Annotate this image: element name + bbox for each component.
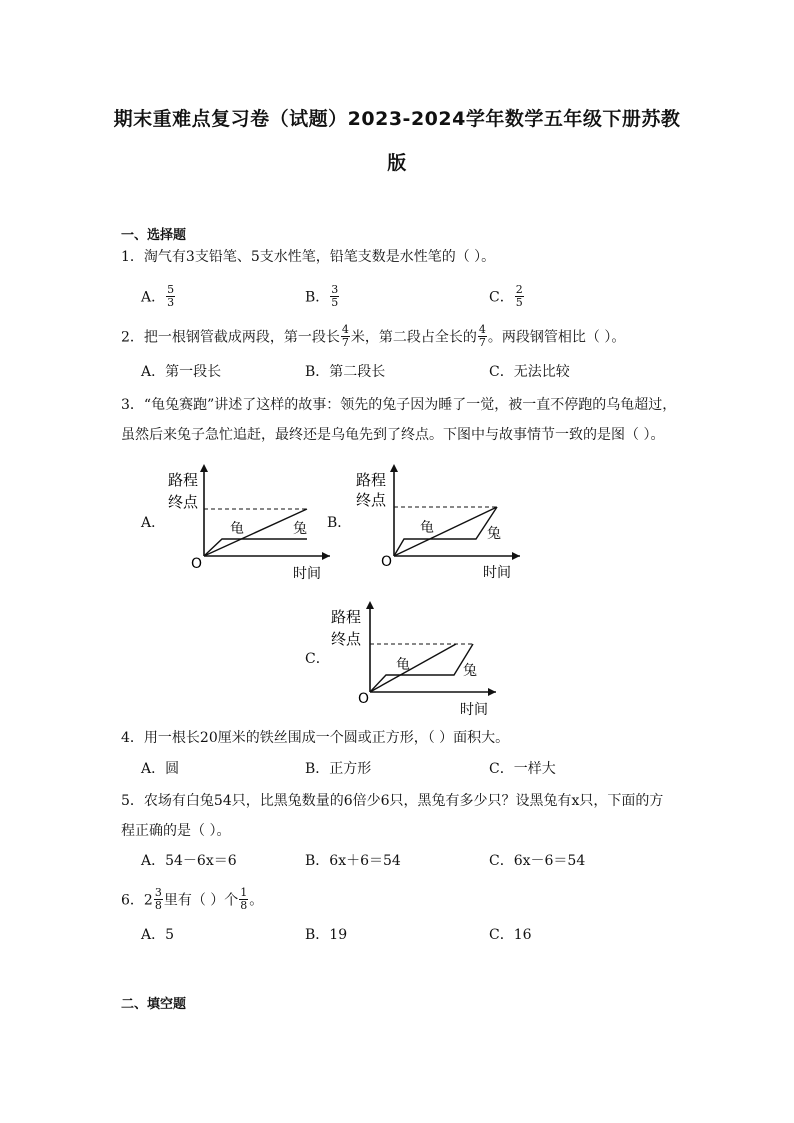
page-title-continued: 版 — [387, 152, 407, 174]
q5-option-a: A．54－6x＝6 — [141, 853, 237, 869]
time-label: 时间 — [460, 702, 488, 718]
fraction — [154, 887, 163, 912]
time-label: 时间 — [293, 566, 321, 582]
q2-option-c: C．无法比较 — [489, 364, 570, 380]
graph-c — [326, 597, 501, 722]
q5-option-c: C．6x－6＝54 — [489, 853, 586, 869]
q4-option-b: B．正方形 — [305, 761, 372, 777]
q2-text-part1: 2．把一根钢管截成两段，第一段长 — [121, 329, 340, 346]
q2-text-part3: 。两段钢管相比（ ）。 — [487, 329, 626, 346]
numerator: 4 — [478, 323, 486, 336]
denominator: 5 — [331, 296, 339, 309]
finish-label: 终点 — [356, 491, 387, 509]
y-axis-arrow — [390, 464, 398, 472]
denominator: 3 — [167, 296, 175, 309]
x-axis-arrow — [512, 552, 520, 560]
distance-label: 路程 — [356, 471, 387, 489]
numerator: 4 — [341, 323, 349, 336]
mixed-number-integer: 2 — [143, 892, 153, 909]
q4-option-a: A．圆 — [141, 761, 180, 777]
finish-label: 终点 — [331, 630, 362, 648]
q1-option-b — [305, 285, 340, 310]
question-5-line1: 5．农场有白兔54只，比黑兔数量的6倍少6只，黑兔有多少只？设黑兔有x只，下面的方 — [121, 793, 664, 809]
distance-label: 路程 — [331, 608, 362, 626]
y-axis-arrow — [200, 464, 208, 472]
tortoise-line — [204, 509, 307, 556]
origin-label: O — [381, 554, 393, 570]
question-1: 1．淘气有3支铅笔、5支水性笔，铅笔支数是水性笔的（ ）。 — [121, 249, 496, 265]
origin-label: O — [358, 691, 370, 707]
denominator: 8 — [154, 899, 162, 912]
numerator: 3 — [331, 283, 339, 296]
rabbit-label: 兔 — [293, 521, 307, 537]
fraction — [330, 284, 339, 309]
q3-option-a-label: A． — [141, 515, 166, 531]
question-5-line2: 程正确的是（ ）。 — [121, 823, 231, 839]
graph-a — [160, 460, 335, 585]
q1-option-b-label: B． — [305, 289, 330, 306]
q5-option-b: B．6x＋6＝54 — [305, 853, 401, 869]
x-axis-arrow — [322, 552, 330, 560]
question-3-line1: 3．“龟兔赛跑”讲述了这样的故事：领先的兔子因为睡了一觉，被一直不停跑的乌龟超过， — [121, 397, 677, 413]
q1-option-c — [489, 285, 525, 310]
question-4: 4．用一根长20厘米的铁丝围成一个圆或正方形，（ ）面积大。 — [121, 730, 510, 746]
y-axis-arrow — [366, 601, 374, 609]
question-6 — [121, 888, 263, 913]
fraction — [239, 887, 248, 912]
q6-option-a: A．5 — [141, 927, 175, 943]
q2-option-a: A．第一段长 — [141, 364, 222, 380]
origin-label: O — [191, 556, 203, 572]
rabbit-line — [370, 644, 473, 692]
tortoise-label: 龟 — [230, 521, 244, 537]
question-2 — [121, 325, 625, 350]
q1-option-c-label: C． — [489, 289, 514, 306]
q4-option-c: C．一样大 — [489, 761, 556, 777]
denominator: 7 — [341, 336, 349, 349]
numerator: 2 — [515, 283, 523, 296]
section-heading-fill-in: 二、填空题 — [121, 997, 187, 1012]
q6-number: 6． — [121, 892, 144, 909]
numerator: 1 — [240, 886, 248, 899]
q6-option-b: B．19 — [305, 927, 348, 943]
finish-label: 终点 — [168, 493, 199, 511]
q2-text-part2: 米，第二段占全长的 — [350, 329, 477, 346]
fraction — [341, 324, 350, 349]
question-3-line2: 虽然后来兔子急忙追赶，最终还是乌龟先到了终点。下图中与故事情节一致的是图（ ）。 — [121, 427, 665, 443]
q3-option-b-label: B． — [327, 515, 352, 531]
q1-option-a-label: A． — [141, 289, 166, 306]
rabbit-label: 兔 — [487, 526, 501, 542]
q6-text-suffix: 。 — [249, 892, 264, 909]
rabbit-line — [204, 539, 307, 556]
denominator: 5 — [515, 296, 523, 309]
q2-option-b: B．第二段长 — [305, 364, 386, 380]
tortoise-label: 龟 — [420, 520, 434, 536]
graph-b — [350, 460, 525, 585]
tortoise-label: 龟 — [396, 657, 410, 673]
denominator: 7 — [478, 336, 486, 349]
q1-option-a — [141, 285, 176, 310]
numerator: 3 — [154, 886, 162, 899]
fraction — [478, 324, 487, 349]
denominator: 8 — [240, 899, 248, 912]
q6-option-c: C．16 — [489, 927, 532, 943]
fraction — [515, 284, 524, 309]
tortoise-line — [370, 644, 456, 692]
x-axis-arrow — [488, 688, 496, 696]
q6-text-middle: 里有（ ）个 — [163, 892, 239, 909]
fraction — [166, 284, 175, 309]
page-title: 期末重难点复习卷（试题）2023-2024学年数学五年级下册苏教 — [113, 108, 681, 130]
numerator: 5 — [167, 283, 175, 296]
distance-label: 路程 — [168, 471, 199, 489]
rabbit-label: 兔 — [463, 663, 477, 679]
q3-option-c-label: C． — [305, 651, 330, 667]
time-label: 时间 — [483, 565, 511, 581]
section-heading-choice: 一、选择题 — [121, 228, 187, 243]
